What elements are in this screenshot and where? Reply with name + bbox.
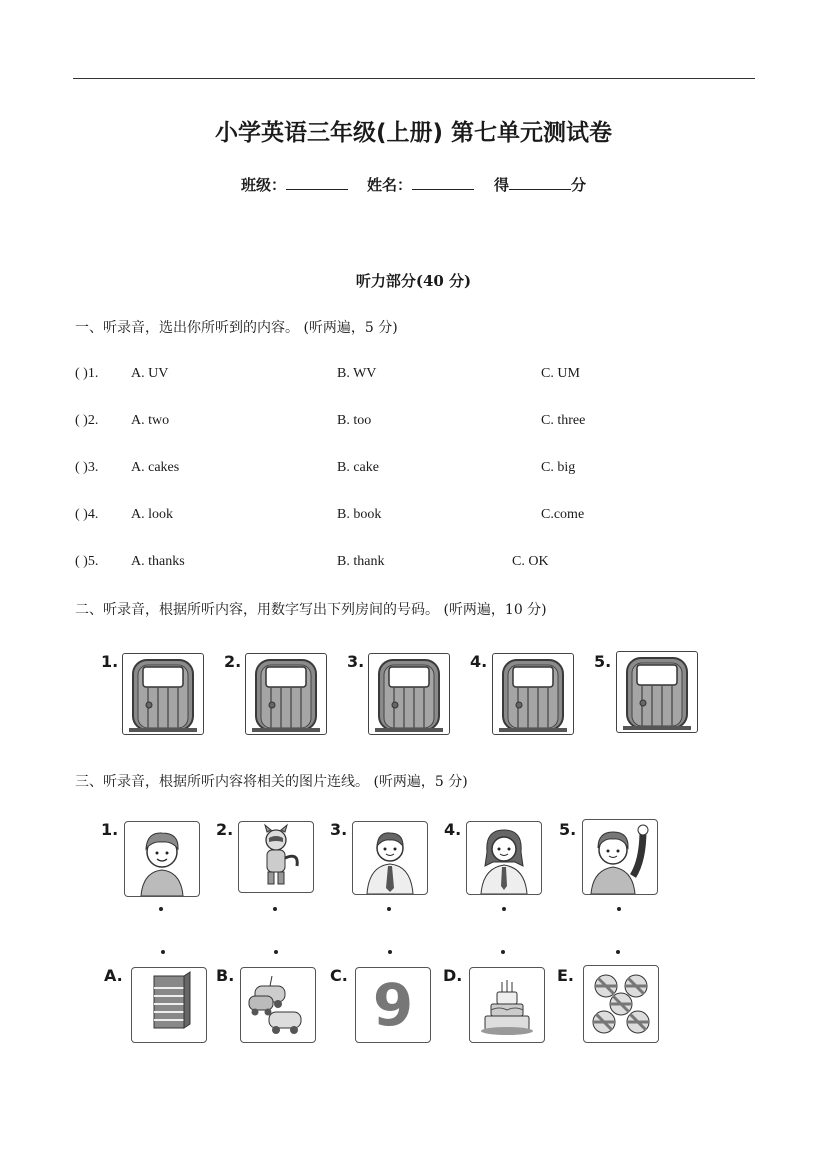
option-c: C. big — [541, 460, 576, 475]
door-picture — [368, 653, 450, 735]
option-b: B. book — [337, 507, 382, 522]
bottom-picture-label: E. — [557, 966, 575, 985]
door-picture — [616, 651, 698, 733]
bottom-picture-label: C. — [330, 966, 348, 985]
door-picture — [122, 653, 204, 735]
top-picture-label: 1. — [101, 820, 119, 839]
door-icon — [246, 654, 326, 734]
top-picture-label: 4. — [444, 820, 462, 839]
books-picture — [131, 967, 207, 1043]
bottom-picture-label: A. — [104, 966, 123, 985]
door-number-label: 1. — [101, 652, 119, 671]
answer-paren[interactable]: ( )3. — [75, 460, 99, 475]
score-field — [494, 174, 586, 195]
name-field — [367, 174, 474, 195]
waving-boy-icon — [583, 820, 657, 894]
name-label: 姓名： — [367, 176, 413, 194]
top-picture-label: 2. — [216, 820, 234, 839]
option-b: B. thank — [337, 554, 385, 569]
match-dot[interactable] — [159, 907, 163, 911]
door-icon — [123, 654, 203, 734]
boy-tie-picture — [352, 821, 428, 895]
boy-tie-icon — [353, 822, 427, 894]
answer-paren[interactable]: ( )4. — [75, 507, 99, 522]
option-c: C. three — [541, 413, 586, 428]
top-rule — [73, 78, 755, 79]
door-number-label: 4. — [470, 652, 488, 671]
door-picture — [245, 653, 327, 735]
option-b: B. too — [337, 413, 372, 428]
page-title: 小学英语三年级(上册) 第七单元测试卷 — [214, 120, 613, 146]
door-icon — [617, 652, 697, 732]
match-dot[interactable] — [616, 950, 620, 954]
waving-boy-picture — [582, 819, 658, 895]
girl-icon — [467, 822, 541, 894]
answer-paren[interactable]: ( )5. — [75, 554, 99, 569]
option-c: C.come — [541, 507, 585, 522]
name-blank[interactable] — [412, 175, 474, 190]
door-number-label: 5. — [594, 652, 612, 671]
door-number-label: 2. — [224, 652, 242, 671]
option-b: B. WV — [337, 366, 377, 381]
balls-picture — [583, 965, 659, 1043]
door-icon — [369, 654, 449, 734]
boy-icon — [125, 822, 199, 896]
bottom-picture-label: B. — [216, 966, 235, 985]
number-nine: 9 — [372, 971, 414, 1039]
option-a: A. cakes — [131, 460, 180, 475]
cake-icon — [470, 968, 544, 1042]
match-dot[interactable] — [502, 907, 506, 911]
class-label: 班级： — [241, 176, 287, 194]
option-a: A. two — [131, 413, 170, 428]
score-unit: 分 — [571, 176, 587, 194]
door-picture — [492, 653, 574, 735]
boy-picture — [124, 821, 200, 897]
option-b: B. cake — [337, 460, 379, 475]
toy-cars-picture — [240, 967, 316, 1043]
class-field — [241, 174, 348, 195]
girl-picture — [466, 821, 542, 895]
number-nine-picture — [355, 967, 431, 1043]
option-a: A. UV — [131, 366, 169, 381]
match-dot[interactable] — [273, 907, 277, 911]
part3-heading: 三、听录音，根据所听内容将相关的图片连线。 (听两遍，5 分) — [75, 774, 468, 790]
option-c: C. OK — [512, 554, 549, 569]
option-a: A. look — [131, 507, 173, 522]
answer-paren[interactable]: ( )2. — [75, 413, 99, 428]
part2-heading: 二、听录音，根据所听内容，用数字写出下列房间的号码。 (听两遍，10 分) — [75, 602, 547, 618]
option-a: A. thanks — [131, 554, 185, 569]
door-number-label: 3. — [347, 652, 365, 671]
match-dot[interactable] — [388, 950, 392, 954]
match-dot[interactable] — [501, 950, 505, 954]
top-picture-label: 5. — [559, 820, 577, 839]
door-icon — [493, 654, 573, 734]
class-blank[interactable] — [286, 175, 348, 190]
cake-picture — [469, 967, 545, 1043]
match-dot[interactable] — [387, 907, 391, 911]
match-dot[interactable] — [274, 950, 278, 954]
answer-paren[interactable]: ( )1. — [75, 366, 99, 381]
raccoon-picture — [238, 821, 314, 893]
raccoon-icon — [239, 822, 313, 892]
listening-section-title: 听力部分(40 分) — [355, 272, 472, 290]
option-c: C. UM — [541, 366, 580, 381]
part1-heading: 一、听录音，选出你所听到的内容。 (听两遍，5 分) — [75, 320, 398, 336]
score-blank[interactable] — [509, 175, 571, 190]
match-dot[interactable] — [161, 950, 165, 954]
books-stack-icon — [132, 968, 206, 1042]
toy-cars-icon — [241, 968, 315, 1042]
balls-icon — [584, 966, 658, 1042]
match-dot[interactable] — [617, 907, 621, 911]
bottom-picture-label: D. — [443, 966, 463, 985]
top-picture-label: 3. — [330, 820, 348, 839]
score-label: 得 — [494, 176, 510, 194]
